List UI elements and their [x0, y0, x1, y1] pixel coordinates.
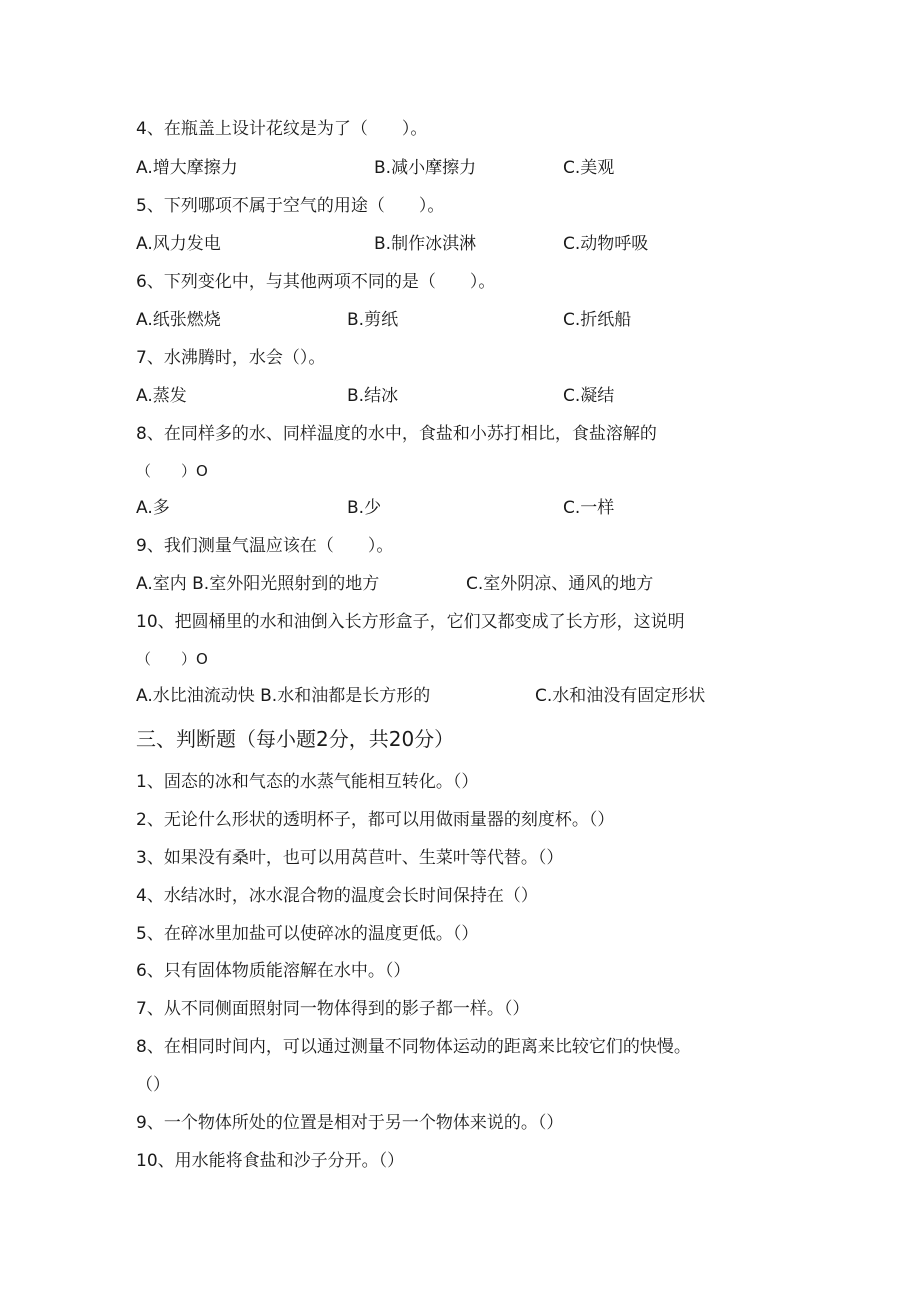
- question-6-option-a: A.纸张燃烧: [136, 310, 221, 330]
- judge-item-10: 10、用水能将食盐和沙子分开。（）: [136, 1151, 405, 1171]
- question-10-blank: （ ）O: [136, 650, 208, 668]
- question-8-blank: （ ）O: [136, 462, 208, 480]
- question-7-option-a: A.蒸发: [136, 386, 187, 406]
- judge-item-4: 4、水结冰时，冰水混合物的温度会长时间保持在（）: [136, 886, 538, 906]
- question-8-option-c: C.一样: [563, 498, 615, 518]
- judge-item-5: 5、在碎冰里加盐可以使碎冰的温度更低。（）: [136, 924, 479, 944]
- judge-item-6: 6、只有固体物质能溶解在水中。（）: [136, 961, 411, 981]
- question-8-option-b: B.少: [347, 498, 382, 518]
- judge-item-9: 9、一个物体所处的位置是相对于另一个物体来说的。（）: [136, 1113, 564, 1133]
- question-6-option-b: B.剪纸: [347, 310, 399, 330]
- question-10-option-c: C.水和油没有固定形状: [535, 686, 706, 706]
- judge-item-7: 7、从不同侧面照射同一物体得到的影子都一样。（）: [136, 999, 530, 1019]
- question-4-stem: 4、在瓶盖上设计花纹是为了（ ）。: [136, 119, 428, 139]
- question-9-options-ab: A.室内 B.室外阳光照射到的地方: [136, 574, 380, 594]
- question-10-stem: 10、把圆桶里的水和油倒入长方形盒子，它们又都变成了长方形，这说明: [136, 612, 685, 632]
- judge-item-3: 3、如果没有桑叶，也可以用莴苣叶、生菜叶等代替。（）: [136, 848, 564, 868]
- judge-item-1: 1、固态的冰和气态的水蒸气能相互转化。（）: [136, 772, 479, 792]
- question-4-option-c: C.美观: [563, 158, 615, 178]
- question-4-option-b: B.减小摩擦力: [374, 158, 477, 178]
- question-5-stem: 5、下列哪项不属于空气的用途（ ）。: [136, 196, 445, 216]
- question-4-option-a: A.增大摩擦力: [136, 158, 238, 178]
- question-6-option-c: C.折纸船: [563, 310, 632, 330]
- question-6-stem: 6、下列变化中，与其他两项不同的是（ ）。: [136, 272, 496, 292]
- judge-item-8: 8、在相同时间内，可以通过测量不同物体运动的距离来比较它们的快慢。: [136, 1037, 691, 1057]
- question-9-stem: 9、我们测量气温应该在（ ）。: [136, 536, 394, 556]
- question-8-option-a: A.多: [136, 498, 170, 518]
- question-5-option-c: C.动物呼吸: [563, 234, 649, 254]
- question-7-stem: 7、水沸腾时，水会（）。: [136, 348, 326, 368]
- question-5-option-a: A.风力发电: [136, 234, 221, 254]
- question-7-option-c: C.凝结: [563, 386, 615, 406]
- judge-item-8-answer-blank: （）: [136, 1075, 170, 1095]
- section-heading-judgement: 三、判断题（每小题2分，共20分）: [136, 727, 455, 751]
- question-10-options-ab: A.水比油流动快 B.水和油都是长方形的: [136, 686, 431, 706]
- question-8-stem: 8、在同样多的水、同样温度的水中，食盐和小苏打相比，食盐溶解的: [136, 424, 657, 444]
- judge-item-2: 2、无论什么形状的透明杯子，都可以用做雨量器的刻度杯。（）: [136, 810, 615, 830]
- question-7-option-b: B.结冰: [347, 386, 399, 406]
- question-9-option-c: C.室外阴凉、通风的地方: [466, 574, 654, 594]
- question-5-option-b: B.制作冰淇淋: [374, 234, 477, 254]
